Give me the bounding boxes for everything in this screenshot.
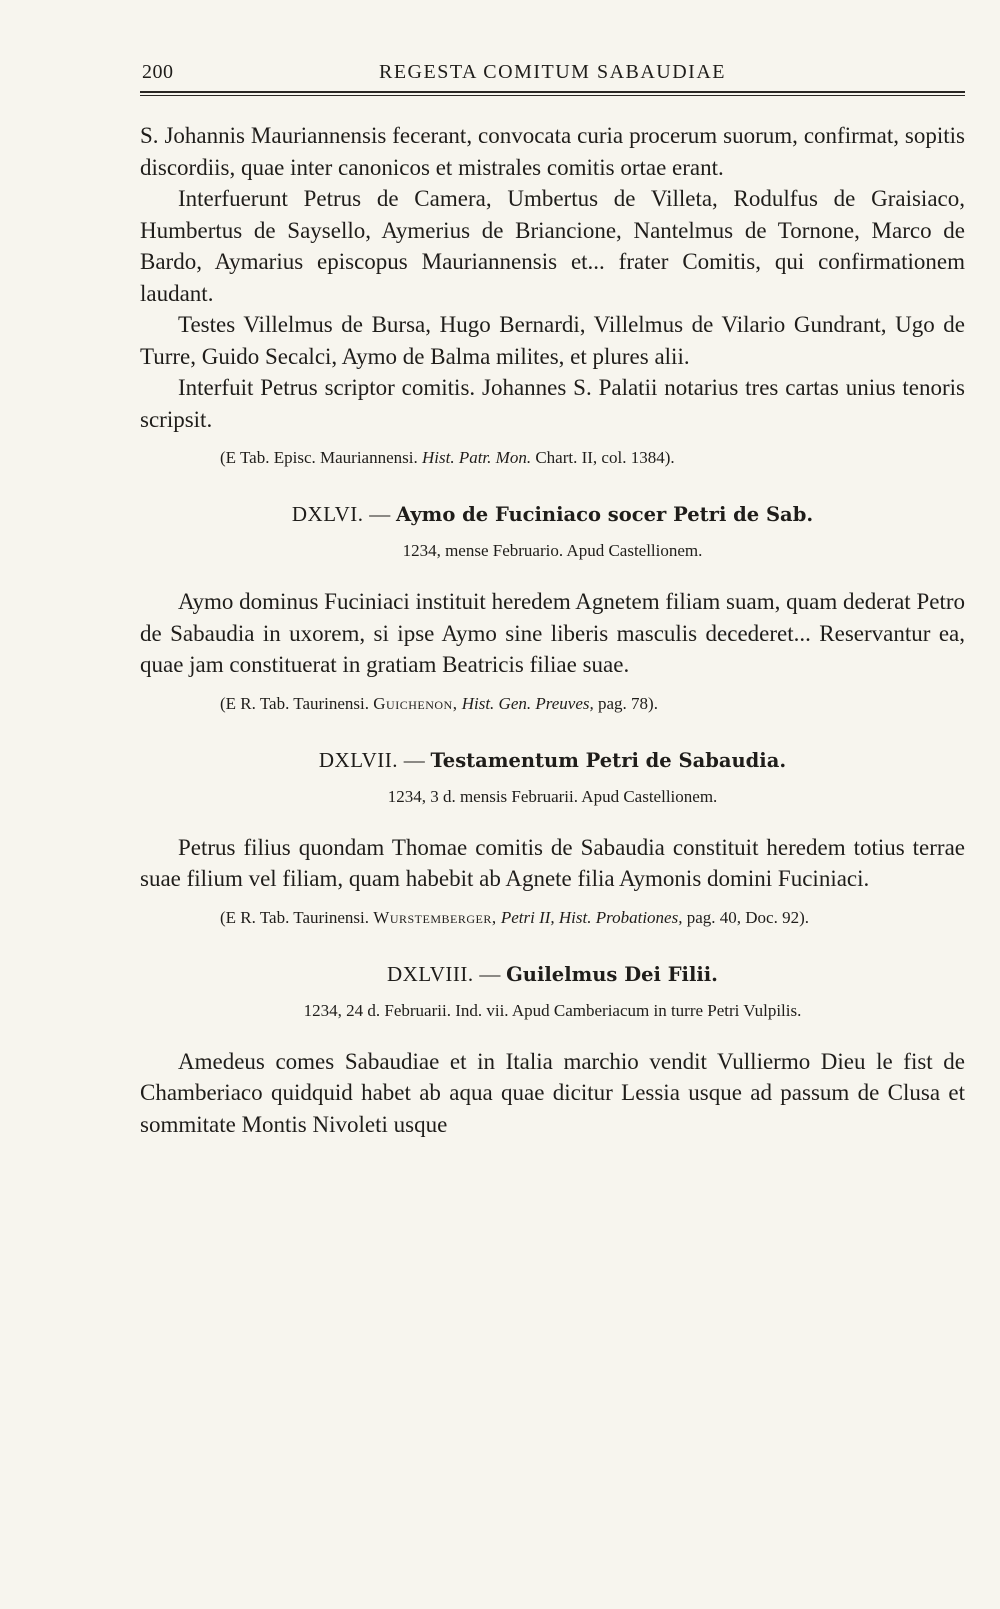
document-heading-546 xyxy=(140,499,965,530)
source-citation-547: (E R. Tab. Taurinensi. Wurstemberger, Petri II, Hist. Probationes, pag. 40, Doc. 92). xyxy=(220,907,810,927)
page-number: 200 xyxy=(142,61,174,83)
document-date: 1234, 24 d. Februarii. Ind. vii. Apud Camberiacum in turre Petri Vulpilis. xyxy=(303,1000,802,1020)
document-text-546: Aymo dominus Fuciniaci instituit heredem Agnetem filiam suam, quam dederat Petro de Sabaudia in uxorem, si ipse Aymo sine liberis masculis decederet... Reservantur ea, quae jam constituerat in gratiam Beatricis filiae suae. xyxy=(140,589,965,677)
source-citation-546: (E R. Tab. Taurinensi. Guichenon, Hist. Gen. Preuves, pag. 78). xyxy=(220,693,658,713)
page-header xyxy=(140,55,965,91)
document-title: Guilelmus Dei Filii. xyxy=(506,962,718,986)
document-title: Testamentum Petri de Sabaudia. xyxy=(430,748,787,772)
document-number: DXLVII. — xyxy=(318,747,426,772)
document-number: DXLVIII. — xyxy=(387,961,501,986)
header-rule xyxy=(140,91,965,96)
paragraph-continuation: S. Johannis Mauriannensis fecerant, convocata curia procerum suorum, confirmat, sopitis discordiis, quae inter canonicos et mistrales comitis ortae erant. xyxy=(140,123,965,180)
document-number: DXLVI. — xyxy=(291,502,391,526)
document-date: 1234, mense Februario. Apud Castellionem. xyxy=(402,541,703,560)
paragraph-interfuit: Interfuit Petrus scriptor comitis. Johannes S. Palatii notarius tres cartas unius tenoris scripsit. xyxy=(140,375,965,432)
document-heading-548 xyxy=(140,959,965,990)
document-text-548: Amedeus comes Sabaudiae et in Italia marchio vendit Vulliermo Dieu le fist de Chamberiaco quidquid habet ab aqua quae dicitur Lessia usque ad passum de Clusa et sommitate Montis Nivoleti usque xyxy=(140,1048,965,1137)
paragraph-interfuerunt: Interfuerunt Petrus de Camera, Umbertus de Villeta, Rodulfus de Graisiaco, Humbertus de Saysello, Aymerius de Briancione, Nantelmus de Tornone, Marco de Bardo, Aymarius episcopus Mauriannensis et... frater Comitis, qui confirmationem laudant. xyxy=(140,186,965,306)
document-date: 1234, 3 d. mensis Februarii. Apud Castellionem. xyxy=(387,786,718,806)
source-citation-545: (E Tab. Episc. Mauriannensi. Hist. Patr. Mon. Chart. II, col. 1384). xyxy=(220,448,675,467)
document-text-547: Petrus filius quondam Thomae comitis de Sabaudia constituit heredem totius terrae suae filium vel filiam, quam habebit ab Agnete filia Aymonis domini Fuciniaci. xyxy=(140,834,965,891)
running-title: REGESTA COMITUM SABAUDIAE xyxy=(378,61,727,83)
document-title: Aymo de Fuciniaco socer Petri de Sab. xyxy=(396,503,814,526)
paragraph-testes: Testes Villelmus de Bursa, Hugo Bernardi, Villelmus de Vilario Gundrant, Ugo de Turre, Guido Secalci, Aymo de Balma milites, et plures alii. xyxy=(140,312,965,369)
document-heading-547 xyxy=(140,745,965,776)
book-page xyxy=(140,55,965,1585)
